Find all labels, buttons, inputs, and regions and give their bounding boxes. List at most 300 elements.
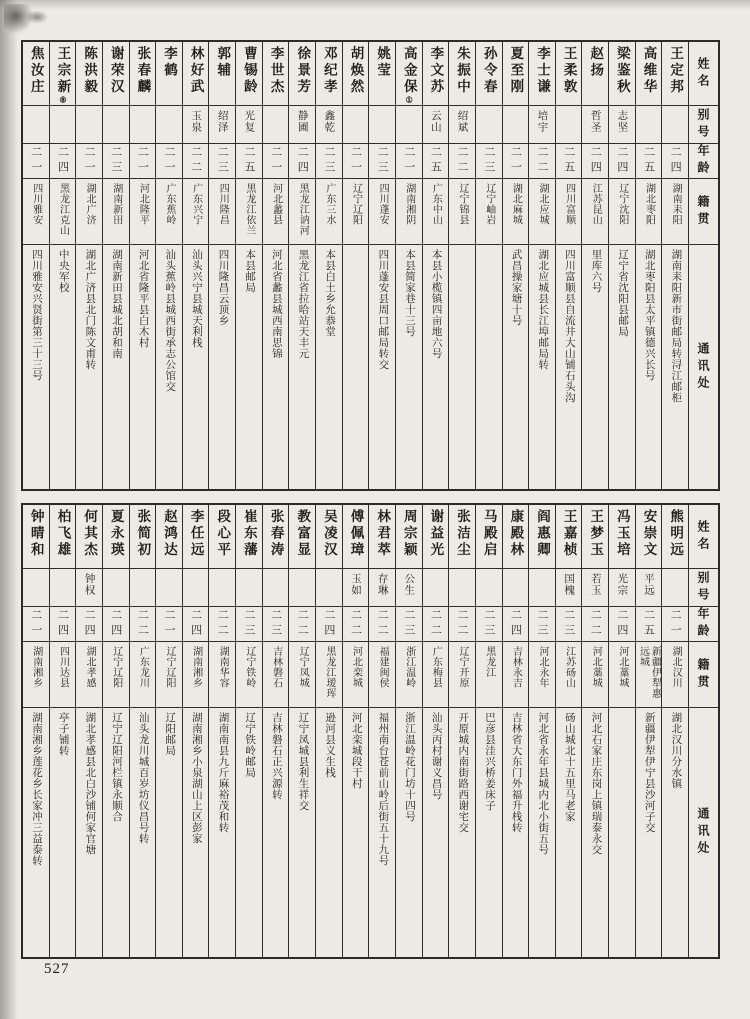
header-label: 姓名: [696, 56, 710, 91]
person-address-cell: [50, 708, 76, 957]
person-age: 二二: [429, 609, 442, 639]
person-native: 四川蓬安: [377, 183, 389, 225]
header-cell-age: [689, 144, 718, 179]
person-native-cell: [369, 642, 395, 708]
person-native-cell: [662, 642, 688, 708]
person-column: [75, 42, 102, 489]
person-address-cell: [156, 708, 182, 957]
person-address: 吉林省大东门外福升栈转: [510, 712, 522, 833]
person-address: 汕头龙川城百岁坊仪昌号转: [137, 712, 149, 844]
person-address-cell: [289, 708, 315, 957]
person-native-cell: [503, 642, 529, 708]
person-alias-cell: [23, 569, 49, 607]
person-age-cell: [449, 144, 475, 179]
person-column: [502, 42, 529, 489]
person-native-cell: [529, 179, 555, 245]
person-alias-cell: [209, 106, 235, 144]
person-name: 钟晴和: [28, 509, 44, 559]
person-alias-cell: [609, 106, 635, 144]
person-alias-cell: [343, 106, 369, 144]
person-age: 二三: [269, 609, 282, 639]
person-alias-cell: [636, 106, 662, 144]
person-native: 湖北麻城: [510, 183, 522, 225]
person-age-cell: [130, 607, 156, 642]
person-name-cell: [609, 42, 635, 106]
person-native: 河北藁城: [590, 646, 602, 688]
person-address-cell: [662, 245, 688, 489]
scan-artifact: [4, 4, 34, 34]
person-name-cell: [263, 42, 289, 106]
person-native-cell: [263, 179, 289, 245]
person-native-cell: [236, 642, 262, 708]
person-address: 湖南新田县城北胡和南: [110, 249, 122, 359]
person-column: [315, 42, 342, 489]
person-name-cell: [316, 42, 342, 106]
person-column: [475, 42, 502, 489]
person-address-cell: [50, 245, 76, 489]
person-age: 二三: [535, 609, 548, 639]
person-native: 辽宁辽阳: [110, 646, 122, 688]
person-alias-cell: [316, 106, 342, 144]
person-alias: 若玉: [589, 573, 601, 596]
person-name-cell: [76, 505, 102, 569]
person-address-cell: [396, 708, 422, 957]
person-native: 湖北应城: [536, 183, 548, 225]
person-age: 二四: [509, 609, 522, 639]
person-address: 辽宁辽阳河栏镇永顺合: [110, 712, 122, 822]
person-name: 高维华: [641, 46, 657, 96]
person-age: 二四: [615, 609, 628, 639]
person-alias-cell: [556, 569, 582, 607]
person-age: 二二: [535, 146, 548, 176]
person-alias-cell: [449, 569, 475, 607]
person-age-cell: [50, 144, 76, 179]
person-age-cell: [236, 144, 262, 179]
person-native: 浙江温岭: [403, 646, 415, 688]
person-address-cell: [263, 708, 289, 957]
person-age: 二五: [642, 609, 655, 639]
person-native-cell: [316, 179, 342, 245]
person-native-cell: [609, 179, 635, 245]
person-native: 广东三水: [323, 183, 335, 225]
person-alias-cell: [636, 569, 662, 607]
person-address: 开原城内南街路西谢宅交: [457, 712, 469, 833]
person-age-cell: [156, 607, 182, 642]
person-age: 二二: [296, 609, 309, 639]
person-address-cell: [209, 708, 235, 957]
person-address-cell: [662, 708, 688, 957]
person-address-cell: [183, 245, 209, 489]
person-address-cell: [609, 245, 635, 489]
person-name-cell: [636, 42, 662, 106]
person-age: 二五: [562, 146, 575, 176]
person-alias-cell: [130, 106, 156, 144]
person-age-cell: [76, 144, 102, 179]
person-name: 李士谦: [534, 46, 550, 96]
person-address: 湖北应城县长江埠邮局转: [537, 249, 549, 370]
person-age: 二二: [189, 146, 202, 176]
person-age: 二四: [669, 146, 682, 176]
person-age: 二三: [482, 609, 495, 639]
person-alias-cell: [183, 106, 209, 144]
person-native: 四川达县: [57, 646, 69, 688]
header-cell-address: [689, 708, 718, 957]
header-cell-name: [689, 42, 718, 106]
person-name-cell: [476, 505, 502, 569]
person-alias-cell: [476, 569, 502, 607]
person-name-cell: [556, 505, 582, 569]
person-address: 逊河县义生栈: [324, 712, 336, 778]
person-age-cell: [529, 607, 555, 642]
person-native: 吉林磐石: [270, 646, 282, 688]
person-column: [448, 505, 475, 957]
person-name-cell: [503, 505, 529, 569]
person-alias-cell: [316, 569, 342, 607]
person-address-cell: [636, 245, 662, 489]
person-name: 邓纪孝: [321, 46, 337, 96]
person-address: 亭子铺转: [57, 712, 69, 756]
person-native-cell: [289, 642, 315, 708]
person-name: 李世杰: [268, 46, 284, 96]
person-column: [342, 505, 369, 957]
header-cell-name: [689, 505, 718, 569]
person-address-cell: [289, 245, 315, 489]
person-age: 二三: [242, 609, 255, 639]
person-name: 夏至刚: [508, 46, 524, 96]
person-age: 二二: [589, 609, 602, 639]
person-native-cell: [609, 642, 635, 708]
person-alias-cell: [529, 569, 555, 607]
person-name: 吴凌汉: [321, 509, 337, 559]
person-address: 湖南湘乡小泉湖山上区彭家: [190, 712, 202, 844]
person-age-cell: [423, 607, 449, 642]
person-column: [23, 505, 49, 957]
person-age: 二二: [456, 146, 469, 176]
person-name: 陈洪毅: [82, 46, 98, 96]
person-name-cell: [582, 505, 608, 569]
person-address-cell: [529, 708, 555, 957]
person-address-cell: [609, 708, 635, 957]
person-column: [661, 505, 688, 957]
person-age-cell: [236, 607, 262, 642]
person-native-cell: [23, 179, 49, 245]
person-native: 湖南湘阴: [403, 183, 415, 225]
person-age-cell: [582, 607, 608, 642]
person-native-cell: [103, 179, 129, 245]
person-native-cell: [130, 179, 156, 245]
person-alias-cell: [236, 106, 262, 144]
person-alias-cell: [449, 106, 475, 144]
person-alias: 玉如: [349, 573, 361, 596]
person-age-cell: [396, 144, 422, 179]
person-alias-cell: [76, 569, 102, 607]
person-alias-cell: [396, 569, 422, 607]
person-alias: 平远: [643, 573, 655, 596]
person-column: [608, 505, 635, 957]
person-native-cell: [396, 642, 422, 708]
person-native: 新疆伊犁惠远城: [637, 646, 661, 699]
person-native-cell: [662, 179, 688, 245]
person-name: 康殿林: [508, 509, 524, 559]
person-age: 二三: [376, 146, 389, 176]
person-address: 河北石家庄东岗上镇瑞泰永交: [590, 712, 602, 855]
person-age: 二三: [216, 146, 229, 176]
person-name-cell: [396, 505, 422, 569]
person-column: [608, 42, 635, 489]
person-column: [635, 505, 662, 957]
person-address: 湖北孝感县北白沙铺何家官塘: [84, 712, 96, 855]
header-column: [688, 505, 718, 957]
scan-artifact: [26, 10, 48, 24]
person-name: 张简初: [135, 509, 151, 559]
person-address-cell: [369, 708, 395, 957]
person-name-cell: [423, 42, 449, 106]
person-address-cell: [263, 245, 289, 489]
person-column: [75, 505, 102, 957]
person-name-cell: [50, 42, 76, 106]
person-age-cell: [503, 607, 529, 642]
person-name: 王梦玉: [588, 509, 604, 559]
person-alias-cell: [556, 106, 582, 144]
person-address: 新疆伊犁伊宁县沙河子交: [643, 712, 655, 833]
person-native: 湖南华容: [217, 646, 229, 688]
person-alias: 哲圣: [589, 110, 601, 133]
person-address: 汕头丙村谢义昌号: [430, 712, 442, 800]
header-label: 年龄: [696, 144, 710, 178]
person-name-cell: [582, 42, 608, 106]
person-name: 姚莹: [375, 46, 391, 79]
person-column: [528, 42, 555, 489]
person-column: [475, 505, 502, 957]
header-cell-native: [689, 642, 718, 708]
person-native: 吉林永吉: [510, 646, 522, 688]
person-age: 二一: [136, 146, 149, 176]
person-native-cell: [23, 642, 49, 708]
person-name: 王宗新: [55, 46, 71, 96]
person-address: 辽宁省沈阳县邮局: [617, 249, 629, 337]
person-age-cell: [183, 607, 209, 642]
person-address: 湖北汉川分水镇: [670, 712, 682, 789]
person-address-cell: [209, 245, 235, 489]
person-column: [23, 42, 49, 489]
header-label: 籍贯: [696, 194, 710, 229]
person-native-cell: [343, 179, 369, 245]
person-age-cell: [396, 607, 422, 642]
person-name-cell: [209, 42, 235, 106]
person-age-cell: [662, 144, 688, 179]
person-native: 广东梅县: [430, 646, 442, 688]
person-age: 二一: [402, 146, 415, 176]
person-address-cell: [343, 708, 369, 957]
person-column: [102, 42, 129, 489]
person-alias: 绍斌: [456, 110, 468, 133]
person-column: [448, 42, 475, 489]
header-cell-address: [689, 245, 718, 489]
person-native-cell: [343, 642, 369, 708]
person-address: 吉林磐石正兴源转: [270, 712, 282, 800]
person-name-cell: [130, 505, 156, 569]
person-column: [422, 505, 449, 957]
person-name-cell: [503, 42, 529, 106]
person-address: 武昌操家塘十号: [510, 249, 522, 326]
person-name-cell: [263, 505, 289, 569]
person-address: 汕头兴宁县城天利栈: [190, 249, 202, 348]
person-alias-cell: [369, 106, 395, 144]
person-column: [102, 505, 129, 957]
person-name-cell: [369, 505, 395, 569]
person-age-cell: [103, 607, 129, 642]
person-native-cell: [503, 179, 529, 245]
person-native-cell: [556, 179, 582, 245]
person-name-cell: [449, 505, 475, 569]
person-name: 熊明远: [668, 509, 684, 559]
person-native: 四川隆昌: [217, 183, 229, 225]
person-address: 黑龙江省拉哈站天丰元: [297, 249, 309, 359]
person-address-cell: [503, 245, 529, 489]
person-age-cell: [316, 144, 342, 179]
person-name: 李鹤: [162, 46, 177, 79]
person-native: 黑龙江依兰: [243, 183, 255, 236]
person-column: [502, 505, 529, 957]
person-name: 夏永瑛: [108, 509, 124, 559]
person-native: 广东兴宁: [190, 183, 202, 225]
person-name: 焦汝庄: [28, 46, 44, 96]
person-name: 傅佩璋: [348, 509, 364, 559]
person-age-cell: [609, 144, 635, 179]
person-native-cell: [396, 179, 422, 245]
person-alias-cell: [529, 106, 555, 144]
person-address-cell: [236, 245, 262, 489]
person-native-cell: [289, 179, 315, 245]
person-column: [235, 42, 262, 489]
person-name-cell: [343, 505, 369, 569]
page-number: 527: [44, 961, 70, 977]
person-native: 黑龙江: [483, 646, 495, 678]
person-age-cell: [289, 144, 315, 179]
person-native: 湖北广济: [84, 183, 96, 225]
header-label: 别号: [696, 107, 710, 142]
header-cell-age: [689, 607, 718, 642]
person-native-cell: [636, 179, 662, 245]
person-address: 辽阳邮局: [164, 712, 176, 756]
person-name: 张春麟: [135, 46, 151, 96]
person-name: 林好武: [188, 46, 204, 96]
person-column: [262, 42, 289, 489]
person-name: 胡焕然: [348, 46, 364, 96]
person-name-cell: [423, 505, 449, 569]
person-address: 四川隆昌云顶乡: [217, 249, 229, 326]
person-alias-cell: [343, 569, 369, 607]
person-native: 湖南耒阳: [670, 183, 682, 225]
person-name-cell: [130, 42, 156, 106]
person-name: 王定邦: [668, 46, 684, 96]
person-age: 二四: [296, 146, 309, 176]
person-name: 教富显: [295, 509, 311, 559]
person-alias-cell: [369, 569, 395, 607]
person-name: 周宗颖: [401, 509, 417, 559]
person-age: 二一: [163, 146, 175, 176]
person-alias-cell: [103, 106, 129, 144]
person-name: 冯玉培: [614, 509, 630, 559]
header-label: 别号: [696, 570, 710, 605]
person-native-cell: [449, 179, 475, 245]
person-alias-cell: [183, 569, 209, 607]
person-age-cell: [343, 144, 369, 179]
person-native-cell: [183, 179, 209, 245]
person-name-cell: [609, 505, 635, 569]
person-name-cell: [183, 505, 209, 569]
person-name-cell: [209, 505, 235, 569]
person-address: 河北省隆平县白木村: [137, 249, 149, 348]
person-native: 河北藁城: [616, 646, 628, 688]
person-age: 二四: [589, 146, 602, 176]
person-native: 河北栾城: [350, 646, 362, 688]
person-alias-cell: [76, 106, 102, 144]
person-age: 二四: [56, 146, 69, 176]
person-native-cell: [582, 642, 608, 708]
person-native-cell: [76, 179, 102, 245]
person-alias: 玉泉: [190, 110, 202, 133]
person-address-cell: [76, 708, 102, 957]
person-address: 湖北广济县北门陈文甫转: [84, 249, 96, 370]
person-age: 二二: [456, 609, 469, 639]
person-address-cell: [476, 708, 502, 957]
person-alias-cell: [103, 569, 129, 607]
person-address-cell: [476, 245, 502, 489]
person-column: [528, 505, 555, 957]
header-label: 通讯处: [696, 341, 710, 393]
person-name-cell: [449, 42, 475, 106]
person-name-cell: [529, 505, 555, 569]
person-name: 谢益光: [428, 509, 444, 559]
person-native-cell: [209, 642, 235, 708]
person-column: [581, 505, 608, 957]
person-name: 段心平: [215, 509, 231, 559]
person-name: 曹锡龄: [241, 46, 257, 96]
person-name-cell: [236, 505, 262, 569]
person-native-cell: [236, 179, 262, 245]
person-native: 广东龙川: [137, 646, 149, 688]
person-age: 二三: [402, 609, 415, 639]
person-address: 里库六号: [590, 249, 602, 293]
person-native-cell: [449, 642, 475, 708]
person-age: 二三: [109, 146, 122, 176]
person-alias: 公生: [403, 573, 415, 596]
person-column: [581, 42, 608, 489]
person-address: 本县小榄镇四亩地六号: [430, 249, 442, 359]
person-alias-cell: [662, 569, 688, 607]
person-name-cell: [529, 42, 555, 106]
person-age: 二四: [615, 146, 628, 176]
person-alias: 光复: [243, 110, 255, 133]
person-name: 赵鸿达: [162, 509, 177, 559]
person-address-cell: [449, 708, 475, 957]
person-name-cell: [183, 42, 209, 106]
person-name: 高金保: [401, 46, 417, 96]
person-column: [208, 505, 235, 957]
person-native: 福建闽侯: [377, 646, 389, 688]
person-native-cell: [50, 642, 76, 708]
person-native: 河北永年: [536, 646, 548, 688]
person-address: 河北省蠡县城西南思锦: [270, 249, 282, 359]
person-address-cell: [316, 245, 342, 489]
person-name: 徐景芳: [295, 46, 311, 96]
person-age-cell: [529, 144, 555, 179]
person-address-cell: [156, 245, 182, 489]
person-age-cell: [23, 607, 49, 642]
person-name-cell: [103, 505, 129, 569]
person-name-cell: [156, 505, 182, 569]
